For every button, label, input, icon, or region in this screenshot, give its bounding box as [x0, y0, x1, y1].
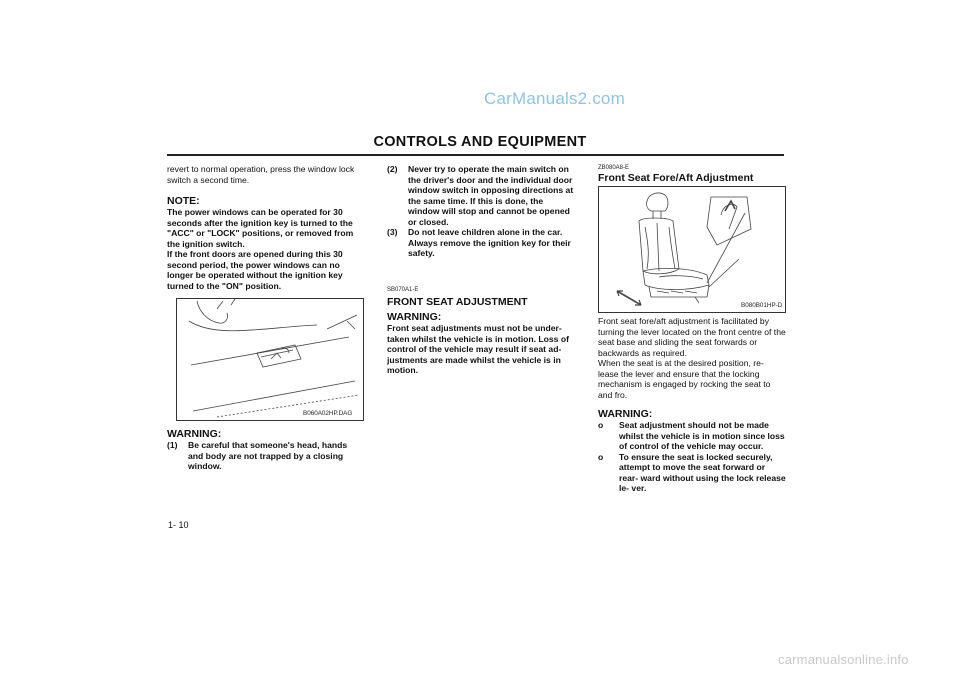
- right-section-code: ZB080A8-E: [598, 165, 630, 171]
- warning-item-3: [387, 227, 575, 259]
- right-warning-bullet-1: [598, 420, 786, 452]
- note-paragraph-1: The power windows can be operated for 30 seconds after the ignition key is turned to the "ACC" or "LOCK" positions, or removed from the ignition switch.: [167, 207, 354, 249]
- warning-item-1: [167, 440, 363, 472]
- warning-item-2: [387, 164, 575, 227]
- bullet-marker: o: [598, 420, 604, 430]
- warning-item-3-text: Do not leave children alone in the car. Always remove the ignition key for their safety.: [408, 227, 571, 258]
- warning-item-2-text: Never try to operate the main switch on the driver's door and the individual door window switch in opposing directions at the same time. If this is done, the window will stop and cannot be opened or closed.: [408, 164, 574, 227]
- warning-item-3-number: (3): [387, 227, 398, 237]
- right-body-text-2: When the seat is at the desired position, re- lease the lever and ensure that the locking mechanism is engaged by rocking the seat to and fro.: [598, 358, 771, 400]
- right-section-title: Front Seat Fore/Aft Adjustment: [598, 172, 754, 184]
- bullet-marker: o: [598, 451, 604, 462]
- window-switch-figure: [176, 298, 364, 421]
- note-heading: NOTE:: [167, 195, 200, 207]
- intro-text: revert to normal operation, press the window lock switch a second time.: [167, 164, 355, 185]
- window-switch-illustration: [177, 299, 363, 420]
- middle-column: [387, 164, 575, 259]
- watermark-bottom[interactable]: carmanualsonline.info: [778, 652, 909, 667]
- section-warning-heading: WARNING:: [387, 311, 442, 323]
- section-warning-text: Front seat adjustments must not be under- taken whilst the vehicle is in motion. Loss of control of the vehicle may result if seat ad- justments are made whilst the vehicle is in motion.: [387, 323, 569, 375]
- right-warning-bullet-2: [598, 452, 786, 494]
- right-warning-bullet-2-text: To ensure the seat is locked securely, attempt to move the seat forward or rear- ward without using the lock release le- ver.: [619, 451, 786, 493]
- page-number: 1- 10: [168, 520, 189, 530]
- left-column: [167, 164, 362, 291]
- seat-illustration: [599, 187, 785, 312]
- right-body-text: Front seat fore/aft adjustment is facilitated by turning the lever located on the front centre of the seat base and sliding the seat forwards or backwards as required.: [598, 316, 786, 358]
- warning-item-1-number: (1): [167, 440, 178, 450]
- section-code: SB070A1-E: [387, 287, 419, 293]
- page-title: CONTROLS AND EQUIPMENT: [373, 134, 587, 150]
- right-warning-heading: WARNING:: [598, 408, 653, 420]
- right-warning-bullet-1-text: Seat adjustment should not be made whilst the vehicle is in motion since loss of control of the vehicle may occur.: [619, 420, 785, 451]
- seat-figure: [598, 186, 786, 313]
- right-figure-caption: B080B01HP-D: [741, 302, 783, 309]
- warning-item-2-number: (2): [387, 164, 398, 174]
- section-title: FRONT SEAT ADJUSTMENT: [387, 296, 528, 308]
- note-paragraph-2: If the front doors are opened during this 30 second period, the power windows can no longer be operated without the ignition key turned to the "ON" position.: [167, 249, 343, 291]
- watermark-top[interactable]: CarManuals2.com: [484, 89, 625, 108]
- right-header: [598, 164, 786, 184]
- left-warning: [167, 428, 363, 472]
- front-seat-section: [387, 286, 575, 376]
- warning-heading: WARNING:: [167, 428, 222, 440]
- header-rule: [167, 154, 784, 156]
- warning-item-1-text: Be careful that someone's head, hands and body are not trapped by a closing window.: [188, 440, 348, 471]
- left-figure-caption: B060A02HP.DAG: [303, 410, 353, 417]
- right-body: [598, 316, 786, 494]
